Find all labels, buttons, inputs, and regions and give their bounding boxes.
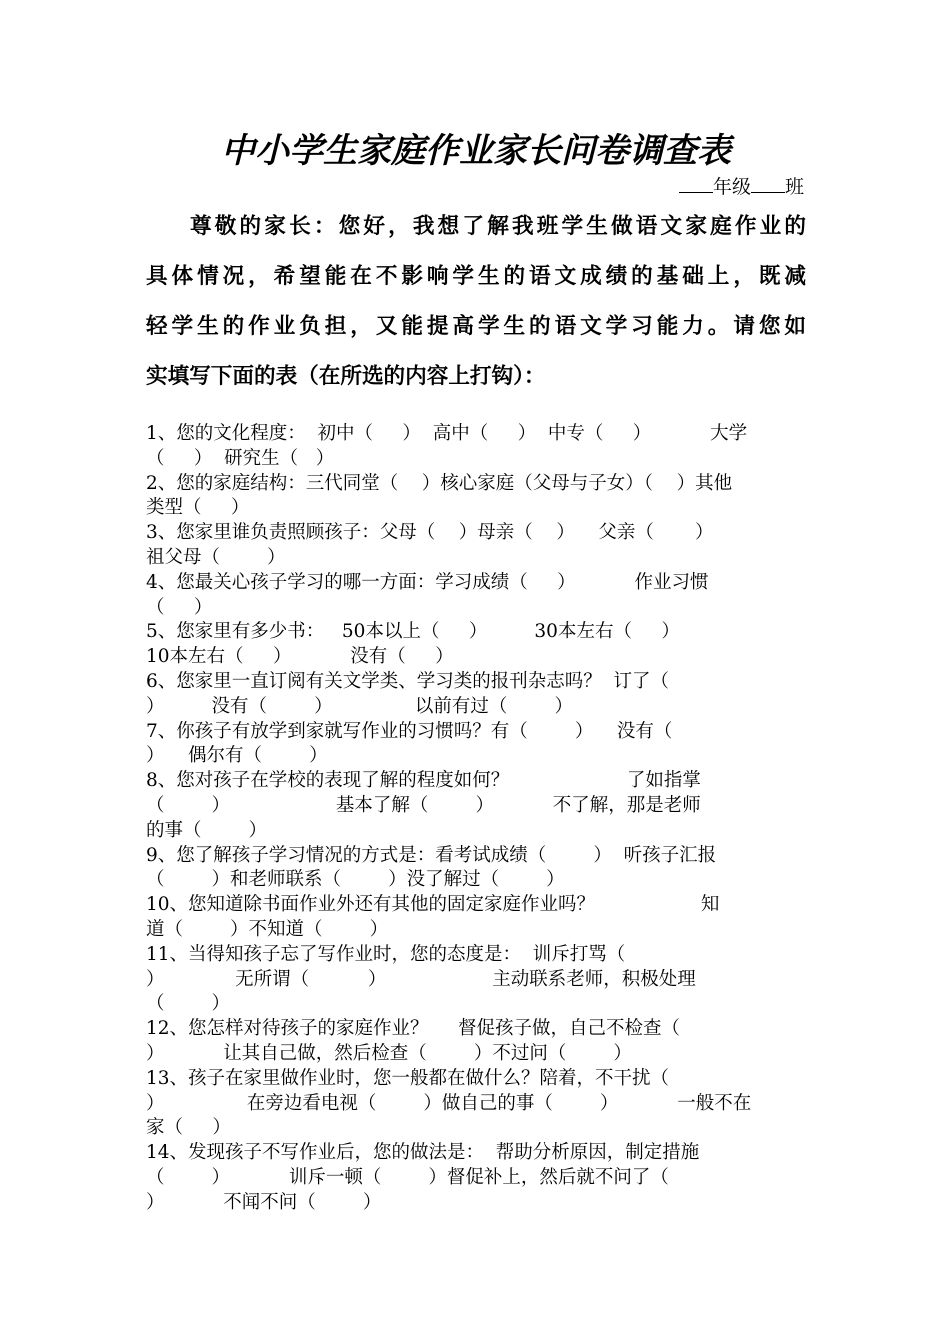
question-line: 类型（ ） [146,497,250,519]
question-line: ） 让其自己做，然后检查（ ）不过问（ ） [146,1042,632,1064]
grade-label: 年级 [712,176,751,198]
question-line: 祖父母（ ） [146,546,286,568]
question-line: 家（ ） [146,1117,231,1139]
grade-class-line [679,174,804,200]
question-line: （ ） [146,993,231,1015]
question-line: 8、您对孩子在学校的表现了解的程度如何？ 了如指掌 [146,770,701,792]
intro-paragraph [146,202,806,402]
intro-line: 具体情况，希望能在不影响学生的语文成绩的基础上，既减 [146,264,806,289]
question-line: ） 偶尔有（ ） [146,745,328,767]
questionnaire-page [146,0,806,1344]
question-line: 10本左右（ ） 没有（ ） [146,646,454,668]
question-line: 10、您知道除书面作业外还有其他的固定家庭作业吗？ 知 [146,894,720,916]
question-line: 5、您家里有多少书： 50本以上（ ） 30本左右（ ） [146,621,680,643]
question-list [146,422,806,1216]
question-line: 9、您了解孩子学习情况的方式是：看考试成绩（ ） 听孩子汇报 [146,844,717,866]
question-line: 13、孩子在家里做作业时，您一般都在做什么？陪着，不干扰（ [146,1067,670,1089]
question-line: （ ）和老师联系（ ）没了解过（ ） [146,869,565,891]
question-line: 14、发现孩子不写作业后，您的做法是： 帮助分析原因，制定措施 [146,1142,700,1164]
question-line: （ ） 研究生（ ） [146,447,335,469]
question-line: （ ） 基本了解（ ） 不了解，那是老师 [146,794,701,816]
intro-line: 尊敬的家长：您好，我想了解我班学生做语文家庭作业的 [190,214,806,239]
class-label: 班 [784,176,804,198]
page-title: 中小学生家庭作业家长问卷调查表 [221,131,731,171]
question-line: 的事（ ） [146,819,268,841]
question-line: ） 无所谓（ ） 主动联系老师，积极处理 [146,968,696,990]
question-line: 12、您怎样对待孩子的家庭作业？ 督促孩子做，自己不检查（ [146,1018,680,1040]
intro-line: 实填写下面的表（在所选的内容上打钩）： [146,364,546,389]
question-line: 2、您的家庭结构：三代同堂（ ）核心家庭（父母与子女）（ ）其他 [146,472,733,494]
intro-line: 轻学生的作业负担，又能提高学生的语文学习能力。请您如 [146,314,806,339]
question-line: 6、您家里一直订阅有关文学类、学习类的报刊杂志吗？ 订了（ [146,670,670,692]
question-line: 1、您的文化程度： 初中（ ） 高中（ ） 中专（ ） 大学 [146,423,748,444]
question-line: 道（ ）不知道（ ） [146,918,389,940]
question-line: 3、您家里谁负责照顾孩子：父母（ ）母亲（ ） 父亲（ ） [146,522,714,544]
question-line: ） 不闻不问（ ） [146,1191,382,1213]
question-line: 7、你孩子有放学到家就写作业的习惯吗？有（ ） 没有（ [146,720,673,742]
class-blank[interactable] [751,174,785,193]
question-line: ） 没有（ ） 以前有过（ ） [146,695,573,717]
grade-blank[interactable] [679,174,713,193]
question-line: ） 在旁边看电视（ ）做自己的事（ ） 一般不在 [146,1092,752,1114]
question-line: 11、当得知孩子忘了写作业时，您的态度是： 训斥打骂（ [146,943,626,965]
question-line: （ ） [146,596,213,618]
question-line: （ ） 训斥一顿（ ）督促补上，然后就不问了（ [146,1166,669,1188]
question-line: 4、您最关心孩子学习的哪一方面：学习成绩（ ） 作业习惯 [146,571,709,593]
